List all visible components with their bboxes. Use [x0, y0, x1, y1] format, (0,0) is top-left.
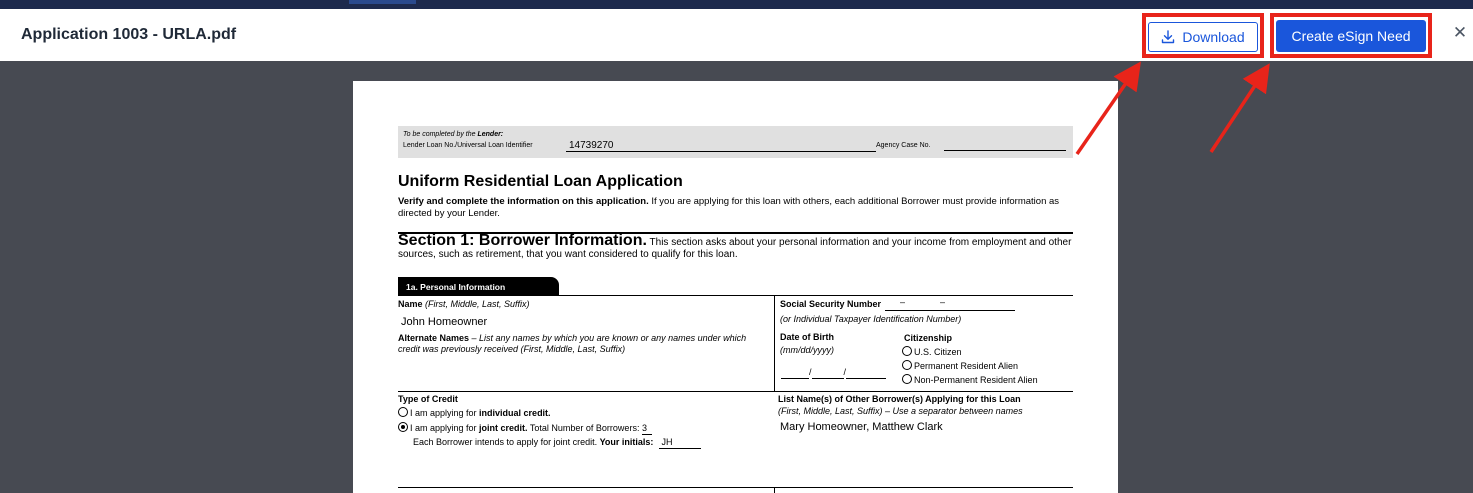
rule: [398, 391, 1073, 392]
app-top-bar: [0, 0, 1473, 9]
modal-title: Application 1003 - URLA.pdf: [21, 26, 237, 43]
section-1-header: Section 1: Borrower Information. This section asks about your personal information and your income from employment and other sources, such as retirement, that you want considered to qualify for this loan.: [398, 232, 1072, 260]
agency-case-label: Agency Case No.: [876, 142, 931, 149]
column-divider: [774, 487, 775, 493]
document-title: Uniform Residential Loan Application: [398, 173, 683, 190]
ssn-hint: (or Individual Taxpayer Identification Number): [780, 314, 962, 324]
initials-value: JH: [659, 437, 701, 449]
column-divider: [774, 295, 775, 391]
other-borrowers-hint: (First, Middle, Last, Suffix) – Use a separator between names: [778, 406, 1023, 416]
rule: [398, 295, 1073, 296]
lender-box: [398, 126, 1073, 158]
agency-case-value: [944, 150, 1066, 151]
loan-id-label: Lender Loan No./Universal Loan Identifier: [403, 142, 533, 149]
citizenship-option-permanent[interactable]: Permanent Resident Alien: [902, 360, 1018, 372]
dob-hint: (mm/dd/yyyy): [780, 345, 834, 355]
download-button[interactable]: [1148, 22, 1258, 52]
other-borrowers-label: List Name(s) of Other Borrower(s) Applying for this Loan: [778, 394, 1021, 404]
credit-joint-option[interactable]: I am applying for joint credit. Total Number of Borrowers: 3: [398, 422, 652, 435]
personal-info-tab: 1a. Personal Information: [398, 277, 559, 295]
credit-individual-option[interactable]: I am applying for individual credit.: [398, 407, 551, 419]
download-icon: [1161, 30, 1175, 44]
radio-icon[interactable]: [398, 407, 408, 417]
citizenship-label: Citizenship: [904, 333, 953, 343]
dob-field: / /: [781, 367, 886, 379]
dob-label: Date of Birth: [780, 332, 834, 342]
alternate-names-label: Alternate Names – List any names by which you are known or any names under which credit was previously received (First, Middle, Last, Suffix): [398, 333, 747, 354]
joint-intent-text: Each Borrower intends to apply for joint credit. Your initials: JH: [413, 437, 701, 449]
ssn-label: Social Security Number – –: [780, 299, 1015, 311]
name-label: Name (First, Middle, Last, Suffix): [398, 299, 530, 309]
borrowers-count: 3: [642, 423, 652, 435]
radio-icon[interactable]: [902, 346, 912, 356]
credit-type-label: Type of Credit: [398, 394, 458, 404]
active-tab-indicator: [349, 0, 416, 4]
lender-note: To be completed by the Lender:: [403, 131, 504, 138]
pdf-page: [353, 81, 1118, 493]
citizenship-option-us[interactable]: U.S. Citizen: [902, 346, 962, 358]
name-value: John Homeowner: [401, 316, 488, 328]
loan-id-value: 14739270: [566, 140, 876, 152]
radio-icon[interactable]: [902, 360, 912, 370]
close-icon[interactable]: ✕: [1452, 23, 1468, 42]
other-borrowers-value: Mary Homeowner, Matthew Clark: [780, 421, 943, 433]
rule: [398, 487, 1073, 488]
radio-icon[interactable]: [902, 374, 912, 384]
create-esign-need-button[interactable]: Create eSign Need: [1276, 20, 1426, 52]
download-label: Download: [1182, 29, 1245, 45]
document-intro: Verify and complete the information on this application. If you are applying for this loan with others, each additional Borrower must provide information as directed by your Lender.: [398, 196, 1060, 219]
citizenship-option-nonpermanent[interactable]: Non-Permanent Resident Alien: [902, 374, 1038, 386]
radio-selected-icon[interactable]: [398, 422, 408, 432]
